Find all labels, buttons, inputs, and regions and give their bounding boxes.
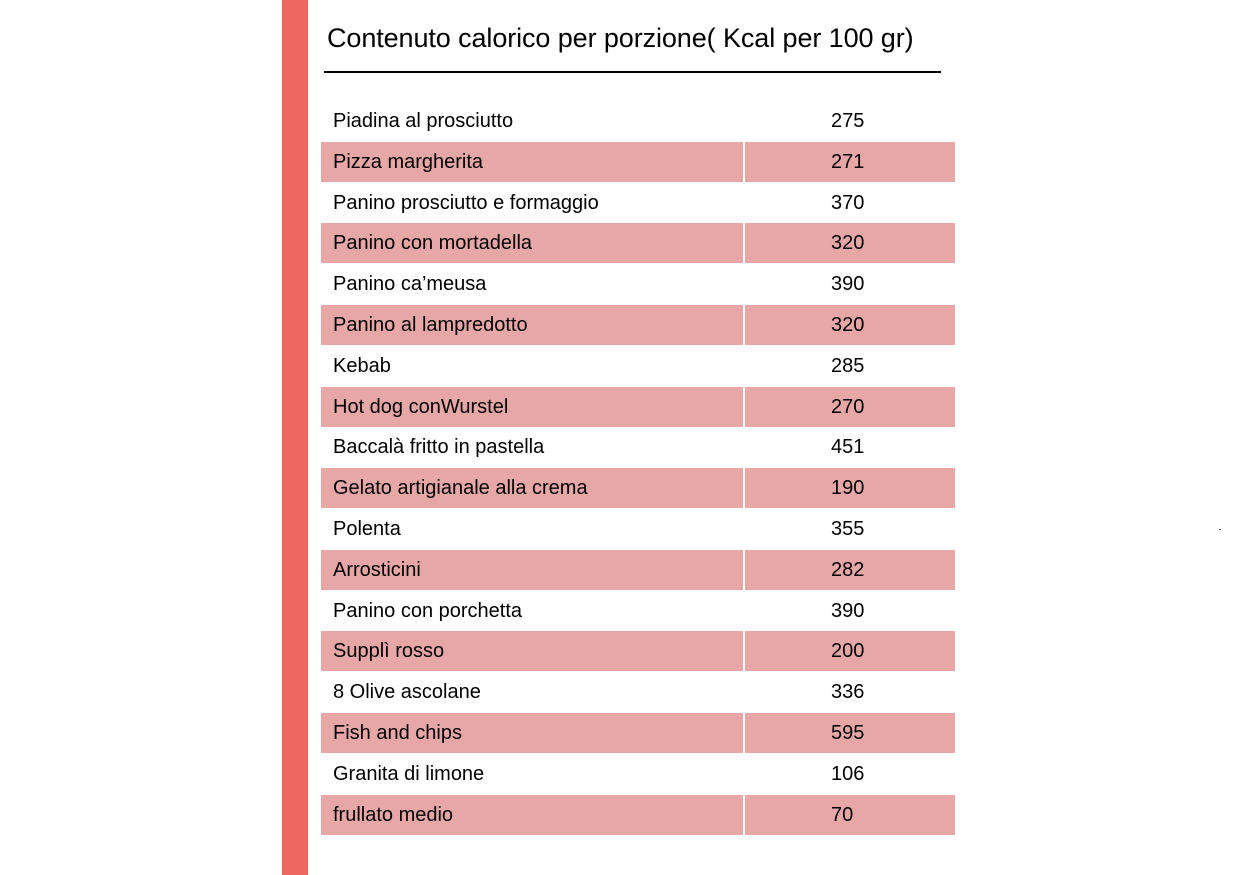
food-name-cell: frullato medio — [321, 795, 743, 835]
table-row — [321, 183, 955, 223]
table-row — [321, 795, 955, 835]
table-row — [321, 142, 955, 182]
kcal-value-cell: 390 — [831, 273, 865, 296]
table-row — [321, 754, 955, 794]
food-name-cell: Fish and chips — [321, 713, 743, 753]
kcal-value-cell: 320 — [745, 305, 955, 345]
table-row — [321, 264, 955, 304]
table-row — [321, 305, 955, 345]
food-name-cell: 8 Olive ascolane — [333, 681, 481, 704]
kcal-value-cell: 70 — [745, 795, 955, 835]
kcal-value-cell: 200 — [745, 631, 955, 671]
table-row — [321, 672, 955, 712]
food-name-cell: Piadina al prosciutto — [333, 110, 514, 132]
food-name-cell: Panino con porchetta — [333, 599, 523, 622]
food-name-cell: Arrosticini — [321, 550, 743, 590]
kcal-value-cell: 271 — [745, 142, 955, 182]
food-name-cell: Panino prosciutto e formaggio — [333, 191, 599, 214]
kcal-value-cell: 282 — [745, 550, 955, 590]
food-name-cell: Panino ca’meusa — [333, 273, 487, 296]
food-name-cell: Kebab — [333, 354, 391, 377]
stray-mark — [1219, 529, 1221, 530]
food-name-cell: Supplì rosso — [321, 631, 743, 671]
kcal-value-cell: 275 — [831, 110, 865, 132]
food-name-cell: Granita di limone — [333, 762, 485, 785]
food-name-cell: Panino al lampredotto — [321, 305, 743, 345]
kcal-value-cell: 390 — [831, 599, 865, 622]
table-row — [321, 346, 955, 386]
food-name-cell: Gelato artigianale alla crema — [321, 468, 743, 508]
title-food-label: Contenuto calorico per porzione( — [327, 23, 716, 53]
table-row — [321, 631, 955, 671]
table-row — [321, 101, 955, 141]
table-row — [321, 591, 955, 631]
table-row — [321, 509, 955, 549]
food-name-cell: Polenta — [333, 517, 401, 540]
title-kcal-label: Kcal per 100 gr) — [723, 23, 914, 53]
kcal-value-cell: 336 — [831, 681, 865, 704]
food-name-cell: Pizza margherita — [321, 142, 743, 182]
accent-side-bar — [282, 0, 308, 875]
kcal-value-cell: 595 — [745, 713, 955, 753]
kcal-value-cell: 355 — [831, 517, 865, 540]
table-row — [321, 713, 955, 753]
kcal-value-cell: 370 — [831, 191, 865, 214]
table-row — [321, 387, 955, 427]
food-name-cell: Hot dog conWurstel — [321, 387, 743, 427]
kcal-value-cell: 106 — [831, 762, 865, 785]
title-underline — [324, 71, 941, 73]
table-row — [321, 550, 955, 590]
kcal-value-cell: 451 — [831, 436, 865, 459]
table-row — [321, 223, 955, 263]
calorie-table — [321, 101, 955, 835]
table-row — [321, 427, 955, 467]
food-name-cell: Panino con mortadella — [321, 223, 743, 263]
table-row — [321, 468, 955, 508]
kcal-value-cell: 190 — [745, 468, 955, 508]
kcal-value-cell: 285 — [831, 354, 865, 377]
kcal-value-cell: 320 — [745, 223, 955, 263]
food-name-cell: Baccalà fritto in pastella — [333, 436, 545, 459]
kcal-value-cell: 270 — [745, 387, 955, 427]
